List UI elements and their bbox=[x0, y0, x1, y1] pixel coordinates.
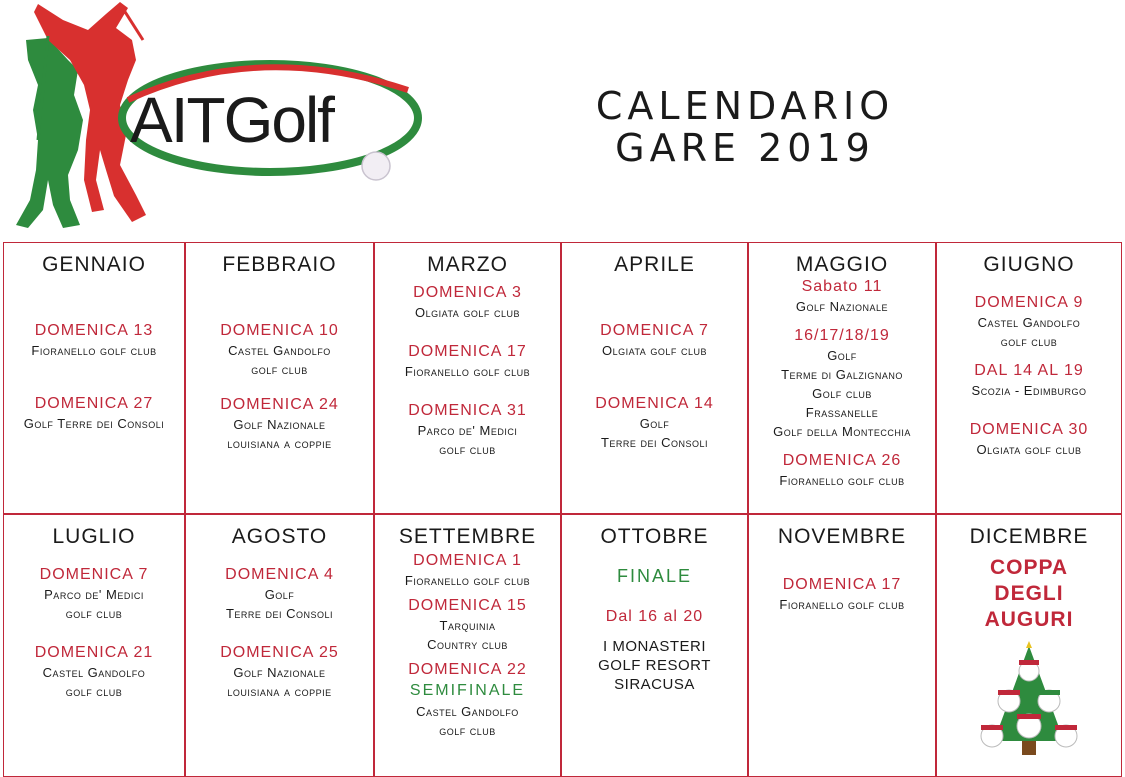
event-venue: Golf della Montecchia bbox=[773, 424, 911, 439]
event-venue: Olgiata golf club bbox=[414, 305, 521, 320]
month-name: AGOSTO bbox=[231, 525, 328, 548]
event-venue: Golf club bbox=[812, 386, 872, 401]
event-venue: Country club bbox=[427, 637, 508, 652]
event-venue: Golf Terre dei Consoli bbox=[23, 416, 165, 431]
event-venue: Fioranello golf club bbox=[404, 573, 531, 588]
event-date: 16/17/18/19 bbox=[794, 327, 890, 344]
event-venue: golf club bbox=[251, 362, 308, 377]
event-date: DOMENICA 10 bbox=[220, 322, 339, 339]
event-date: DOMENICA 31 bbox=[408, 402, 527, 419]
month-cell-agosto bbox=[185, 514, 374, 777]
event-date: DOMENICA 1 bbox=[413, 552, 522, 569]
month-name: FEBBRAIO bbox=[222, 253, 337, 276]
month-cell-luglio bbox=[3, 514, 185, 777]
month-cell-dicembre bbox=[936, 514, 1122, 777]
month-name: GENNAIO bbox=[42, 253, 146, 276]
event-date: DOMENICA 17 bbox=[408, 343, 527, 360]
event-date: DOMENICA 24 bbox=[220, 396, 339, 413]
month-cell-novembre bbox=[748, 514, 936, 777]
event-venue: Castel Gandolfo bbox=[42, 665, 146, 680]
event-date: DAL 14 AL 19 bbox=[974, 362, 1084, 379]
month-cell-aprile bbox=[561, 242, 748, 514]
golfer-green-icon bbox=[16, 38, 83, 228]
calendar-grid bbox=[3, 242, 1122, 777]
event-venue: Parco de' Medici bbox=[44, 587, 144, 602]
month-cell-ottobre bbox=[561, 514, 748, 777]
event-venue: Frassanelle bbox=[805, 405, 879, 420]
month-cell-gennaio bbox=[3, 242, 185, 514]
month-cell-settembre bbox=[374, 514, 561, 777]
month-cell-febbraio bbox=[185, 242, 374, 514]
event-date: DOMENICA 15 bbox=[408, 597, 527, 614]
month-cell-maggio bbox=[748, 242, 936, 514]
event-venue: louisiana a coppie bbox=[227, 684, 332, 699]
event-venue: I MONASTERI bbox=[602, 638, 706, 655]
event-venue: Tarquinia bbox=[439, 618, 496, 633]
event-venue: Golf Nazionale bbox=[795, 299, 889, 314]
event-venue: louisiana a coppie bbox=[227, 436, 332, 451]
event-date: DOMENICA 21 bbox=[34, 644, 154, 661]
event-date: DOMENICA 27 bbox=[34, 395, 154, 412]
event-date: DOMENICA 7 bbox=[600, 322, 709, 339]
month-name: GIUGNO bbox=[983, 253, 1075, 276]
event-venue: Fioranello golf club bbox=[779, 473, 905, 488]
event-venue: Olgiata golf club bbox=[601, 343, 708, 358]
title-line1: CALENDARIO bbox=[595, 84, 895, 128]
christmas-tree-snowmen-icon bbox=[974, 641, 1084, 761]
event-venue: Golf bbox=[827, 348, 857, 363]
event-venue: Terme di Galzignano bbox=[781, 367, 903, 382]
event-date: DOMENICA 4 bbox=[225, 566, 334, 583]
month-name: MAGGIO bbox=[795, 253, 889, 276]
event-venue: Castel Gandolfo bbox=[228, 343, 331, 358]
month-name: LUGLIO bbox=[52, 525, 136, 548]
event-venue: golf club bbox=[65, 684, 123, 699]
month-name: OTTOBRE bbox=[600, 525, 709, 548]
event-venue: Scozia - Edimburgo bbox=[971, 383, 1087, 398]
event-venue: SIRACUSA bbox=[614, 676, 695, 693]
month-name: NOVEMBRE bbox=[777, 525, 907, 548]
event-date: DOMENICA 7 bbox=[39, 566, 149, 583]
event-venue: Castel Gandolfo bbox=[416, 704, 519, 719]
semifinal-label: SEMIFINALE bbox=[409, 682, 526, 699]
month-name: APRILE bbox=[614, 253, 695, 276]
event-venue: Fioranello golf club bbox=[404, 364, 531, 379]
event-venue: Golf bbox=[264, 587, 295, 602]
event-venue: Olgiata golf club bbox=[976, 442, 1082, 457]
event-date: DOMENICA 22 bbox=[408, 661, 527, 678]
event-venue: Parco de' Medici bbox=[417, 423, 518, 438]
event-date: DOMENICA 17 bbox=[782, 576, 902, 593]
event-venue: Terre dei Consoli bbox=[225, 606, 334, 621]
page-title bbox=[520, 85, 970, 169]
event-venue: golf club bbox=[439, 442, 496, 457]
event-title: DEGLI bbox=[994, 582, 1064, 605]
event-date: DOMENICA 30 bbox=[969, 421, 1089, 438]
event-date: Sabato 11 bbox=[801, 278, 883, 295]
aitgolf-logo bbox=[8, 0, 428, 235]
event-date: DOMENICA 25 bbox=[220, 644, 339, 661]
month-name: MARZO bbox=[427, 253, 508, 276]
event-date: DOMENICA 3 bbox=[413, 284, 522, 301]
event-venue: golf club bbox=[65, 606, 123, 621]
event-title: COPPA bbox=[989, 556, 1069, 579]
final-label: FINALE bbox=[616, 566, 693, 586]
event-venue: Terre dei Consoli bbox=[600, 435, 709, 450]
event-venue: Fioranello golf club bbox=[31, 343, 157, 358]
event-venue: golf club bbox=[439, 723, 496, 738]
event-venue: Golf Nazionale bbox=[233, 665, 326, 680]
event-date: DOMENICA 26 bbox=[782, 452, 902, 469]
event-date: DOMENICA 9 bbox=[974, 294, 1084, 311]
month-name: DICEMBRE bbox=[969, 525, 1089, 548]
event-title: AUGURI bbox=[984, 608, 1074, 631]
event-date: Dal 16 al 20 bbox=[605, 608, 704, 625]
event-venue: Fioranello golf club bbox=[779, 597, 905, 612]
month-name: SETTEMBRE bbox=[398, 525, 537, 548]
event-date: DOMENICA 14 bbox=[595, 395, 714, 412]
title-line2: GARE 2019 bbox=[615, 126, 875, 170]
month-cell-giugno bbox=[936, 242, 1122, 514]
month-cell-marzo bbox=[374, 242, 561, 514]
event-venue: Golf Nazionale bbox=[233, 417, 326, 432]
logo-text: AITGolf bbox=[130, 84, 333, 156]
event-venue: Golf bbox=[639, 416, 670, 431]
event-date: DOMENICA 13 bbox=[34, 322, 154, 339]
event-venue: golf club bbox=[1000, 334, 1058, 349]
event-venue: GOLF RESORT bbox=[598, 657, 711, 674]
event-venue: Castel Gandolfo bbox=[977, 315, 1081, 330]
